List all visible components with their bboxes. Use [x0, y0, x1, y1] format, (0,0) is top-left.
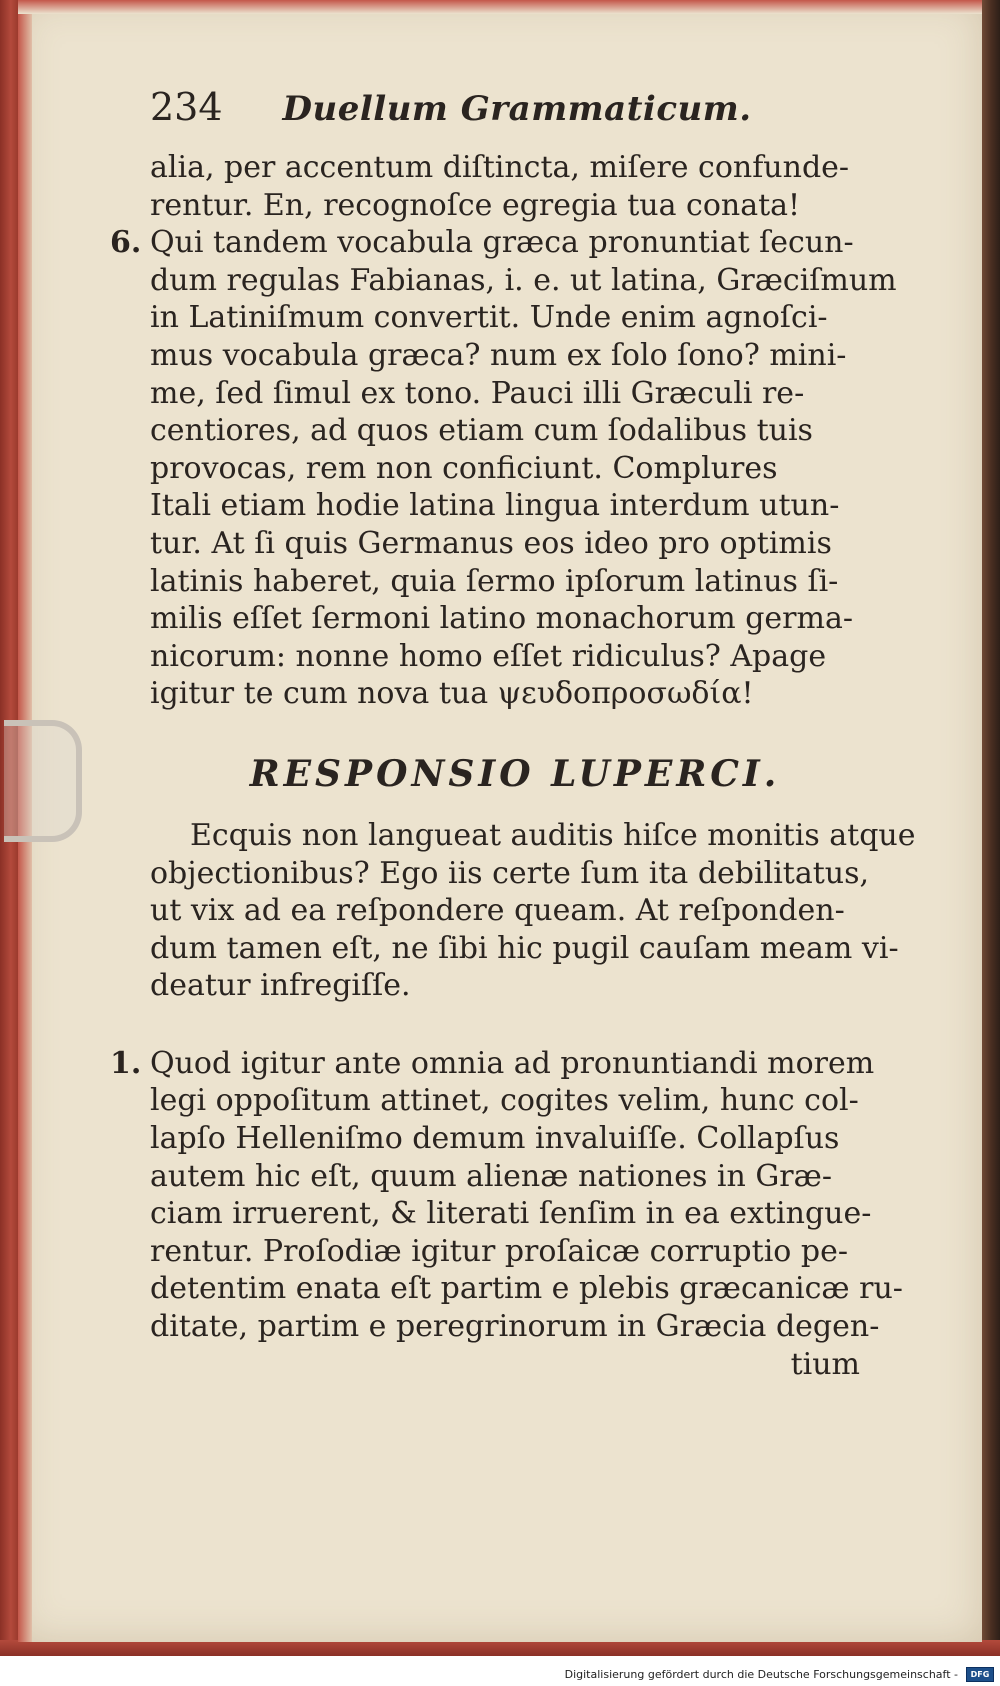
text-line: centiores, ad quos etiam cum ſodalibus tuis: [150, 413, 813, 449]
text-line: lapſo Helleniſmo demum invaluiſſe. Collapſus: [150, 1121, 840, 1157]
numbered-item-1: [110, 1045, 903, 1346]
text-line: Itali etiam hodie latina lingua interdum utun-: [150, 488, 840, 524]
page-content: [110, 85, 916, 1383]
book-bottom-edge: [0, 1640, 1000, 1656]
text-line: provocas, rem non conficiunt. Complures: [150, 450, 778, 486]
continuation-paragraph: [150, 149, 880, 224]
text-line: milis eſſet ſermoni latino monachorum germa-: [150, 601, 853, 637]
text-line: Quod igitur ante omnia ad pronuntiandi morem: [150, 1045, 875, 1081]
text-line: rentur. Proſodiæ igitur proſaicæ corruptio pe-: [150, 1233, 848, 1269]
item-number: 6.: [110, 225, 142, 261]
text-line: in Latiniſmum convertit. Unde enim agnoſci-: [150, 300, 828, 336]
catchword: tium: [790, 1346, 860, 1382]
text-line: igitur te cum nova tua ψευδοπροσωδία!: [150, 676, 754, 712]
text-line: deatur infregiſſe.: [150, 968, 411, 1004]
section-heading: RESPONSIO LUPERCI.: [249, 752, 781, 795]
text-line: legi oppoſitum attinet, cogites velim, hunc col-: [150, 1083, 859, 1119]
book-right-edge: [982, 0, 1000, 1655]
footer-credit: Digitalisierung gefördert durch die Deutsche Forschungsgemeinschaft -: [564, 1667, 958, 1681]
text-line: dum regulas Fabianas, i. e. ut latina, Græciſmum: [150, 262, 897, 298]
response-paragraph: [150, 817, 916, 1005]
page-clip: [4, 720, 82, 842]
text-line: detentim enata eſt partim e plebis græcanicæ ru-: [150, 1271, 903, 1307]
text-line: rentur. En, recognoſce egregia tua conata!: [150, 187, 801, 223]
text-line: Qui tandem vocabula græca pronuntiat ſecun-: [150, 225, 854, 261]
text-line: objectionibus? Ego iis certe ſum ita debilitatus,: [150, 855, 870, 891]
text-line: mus vocabula græca? num ex ſolo ſono? mini-: [150, 337, 847, 373]
text-line: tur. At ſi quis Germanus eos ideo pro optimis: [150, 525, 832, 561]
text-line: nicorum: nonne homo eſſet ridiculus? Apage: [150, 638, 827, 674]
text-line: Ecquis non langueat auditis hiſce monitis atque: [190, 817, 916, 853]
page-header: [150, 85, 880, 149]
numbered-item-6: [110, 224, 897, 713]
text-line: me, ſed ſimul ex tono. Pauci illi Græculi re-: [150, 375, 805, 411]
text-line: ut vix ad ea reſpondere queam. At reſponden-: [150, 893, 845, 929]
digitization-footer: [0, 1662, 1000, 1686]
page-number: 234: [150, 85, 223, 129]
dfg-logo: DFG: [966, 1667, 994, 1682]
text-line: latinis haberet, quia ſermo ipſorum latinus ſi-: [150, 563, 839, 599]
text-line: ditate, partim e peregrinorum in Græcia degen-: [150, 1309, 880, 1345]
text-line: alia, per accentum diſtincta, miſere confunde-: [150, 150, 850, 185]
text-line: dum tamen eſt, ne ſibi hic pugil cauſam meam vi-: [150, 930, 899, 966]
text-line: ciam irruerent, & literati ſenſim in ea extingue-: [150, 1196, 872, 1232]
page-red-edge-top: [18, 0, 982, 14]
running-title: Duellum Grammaticum.: [282, 89, 752, 129]
text-line: autem hic eſt, quum alienæ nationes in Græ-: [150, 1158, 832, 1194]
item-number: 1.: [110, 1045, 142, 1081]
